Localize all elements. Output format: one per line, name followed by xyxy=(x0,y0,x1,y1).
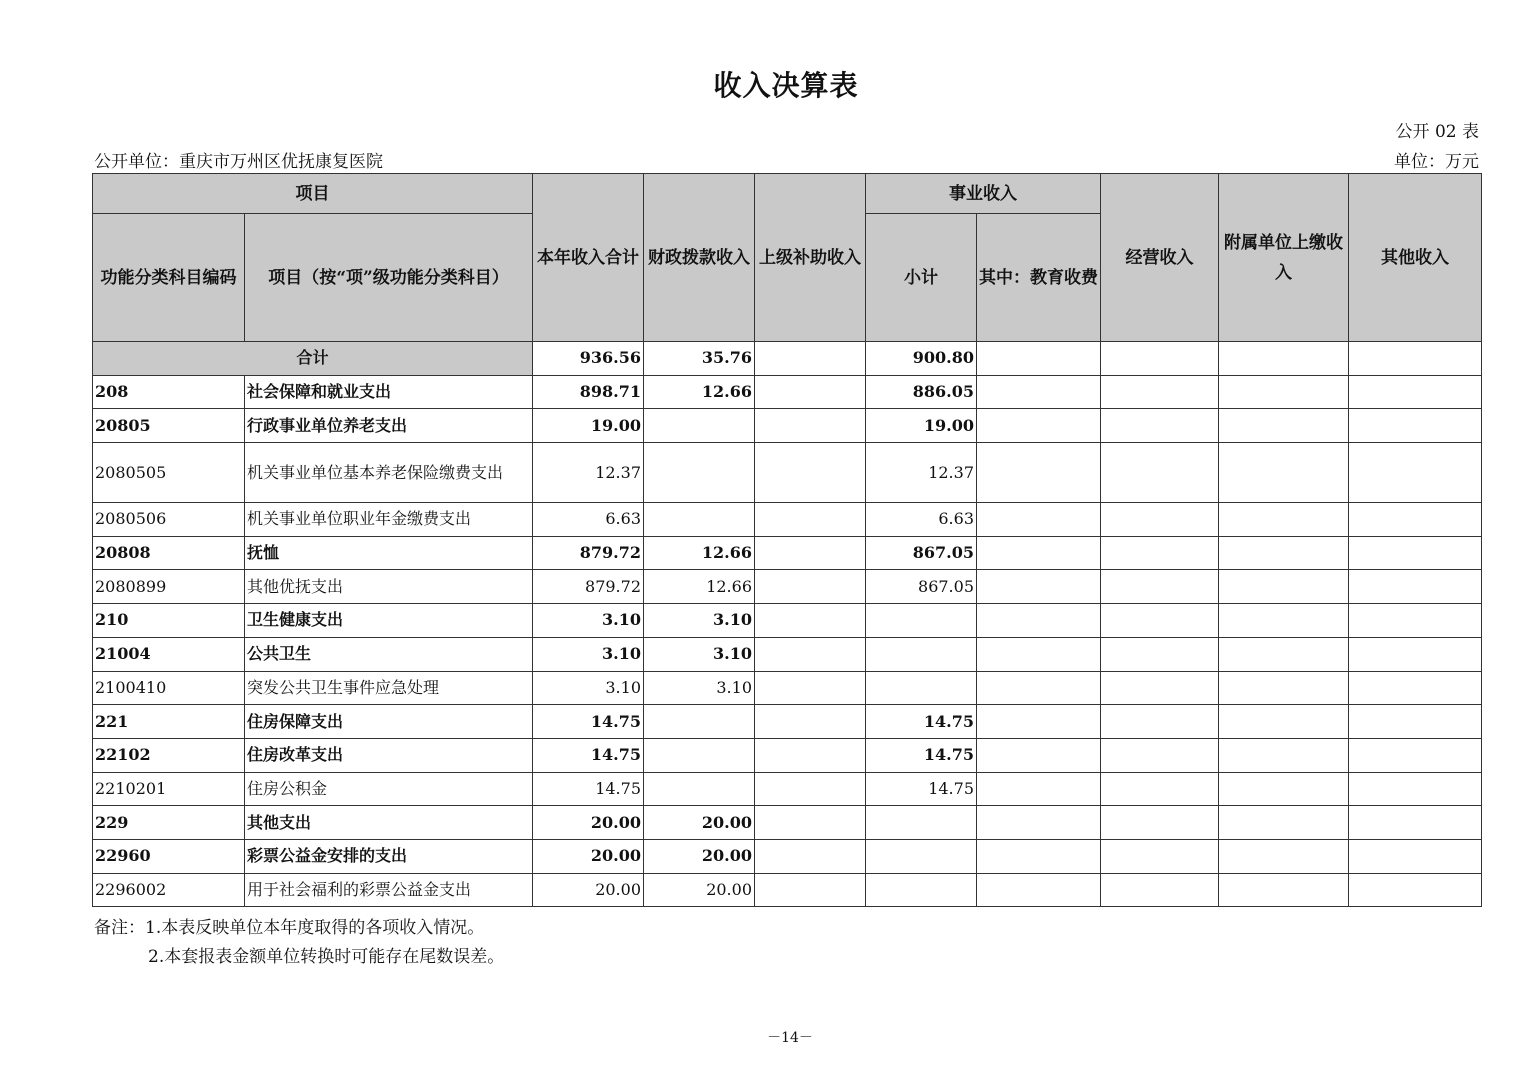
business-cell: 867.05 xyxy=(866,536,977,570)
header-fiscal: 财政拨款收入 xyxy=(644,174,755,342)
header-business: 事业收入 xyxy=(866,174,1101,214)
code-cell: 20805 xyxy=(93,409,245,443)
fiscal-cell: 12.66 xyxy=(644,375,755,409)
table-row xyxy=(93,671,1482,705)
total-cell: 879.72 xyxy=(533,570,644,604)
business-cell xyxy=(866,806,977,840)
total-business-cell: 900.80 xyxy=(866,342,977,376)
business-cell xyxy=(866,604,977,638)
item-cell: 住房保障支出 xyxy=(245,705,533,739)
fiscal-cell xyxy=(644,503,755,537)
page-title: 收入决算表 xyxy=(713,69,859,102)
business-cell: 14.75 xyxy=(866,705,977,739)
total-cell: 3.10 xyxy=(533,637,644,671)
table-number: 公开 02 表 xyxy=(1395,122,1479,142)
fiscal-cell xyxy=(644,443,755,503)
item-cell: 住房改革支出 xyxy=(245,738,533,772)
income-table xyxy=(92,173,1482,907)
table-row xyxy=(93,637,1482,671)
item-cell: 机关事业单位职业年金缴费支出 xyxy=(245,503,533,537)
total-cell: 20.00 xyxy=(533,839,644,873)
fiscal-cell xyxy=(644,409,755,443)
fiscal-cell: 3.10 xyxy=(644,671,755,705)
reporting-unit: 公开单位：重庆市万州区优抚康复医院 xyxy=(94,152,383,172)
business-cell xyxy=(866,671,977,705)
item-cell: 卫生健康支出 xyxy=(245,604,533,638)
business-cell: 867.05 xyxy=(866,570,977,604)
item-cell: 突发公共卫生事件应急处理 xyxy=(245,671,533,705)
table-row xyxy=(93,772,1482,806)
total-cell: 14.75 xyxy=(533,772,644,806)
total-cell: 879.72 xyxy=(533,536,644,570)
business-cell: 14.75 xyxy=(866,738,977,772)
code-cell: 2296002 xyxy=(93,873,245,907)
note-1: 备注：1.本表反映单位本年度取得的各项收入情况。 xyxy=(94,918,485,938)
header-other: 其他收入 xyxy=(1349,174,1482,342)
business-cell: 12.37 xyxy=(866,443,977,503)
code-cell: 22102 xyxy=(93,738,245,772)
total-fiscal-cell: 35.76 xyxy=(644,342,755,376)
code-cell: 2080506 xyxy=(93,503,245,537)
fiscal-cell: 12.66 xyxy=(644,536,755,570)
fiscal-cell: 3.10 xyxy=(644,604,755,638)
item-cell: 公共卫生 xyxy=(245,637,533,671)
total-cell: 20.00 xyxy=(533,873,644,907)
header-operating: 经营收入 xyxy=(1101,174,1219,342)
total-cell: 6.63 xyxy=(533,503,644,537)
item-cell: 机关事业单位基本养老保险缴费支出 xyxy=(245,443,533,503)
header-edu: 其中：教育收费 xyxy=(977,214,1101,342)
business-cell: 19.00 xyxy=(866,409,977,443)
total-label: 合计 xyxy=(93,342,533,376)
total-cell: 3.10 xyxy=(533,604,644,638)
header-superior: 上级补助收入 xyxy=(755,174,866,342)
code-cell: 221 xyxy=(93,705,245,739)
business-cell xyxy=(866,873,977,907)
page-number: －14－ xyxy=(767,1030,813,1046)
code-cell: 2210201 xyxy=(93,772,245,806)
fiscal-cell xyxy=(644,738,755,772)
fiscal-cell: 3.10 xyxy=(644,637,755,671)
table-row xyxy=(93,839,1482,873)
code-cell: 2080505 xyxy=(93,443,245,503)
item-cell: 其他优抚支出 xyxy=(245,570,533,604)
table-row xyxy=(93,806,1482,840)
fiscal-cell: 12.66 xyxy=(644,570,755,604)
business-cell: 886.05 xyxy=(866,375,977,409)
table-row xyxy=(93,503,1482,537)
table-row xyxy=(93,705,1482,739)
code-cell: 210 xyxy=(93,604,245,638)
table-row xyxy=(93,604,1482,638)
item-cell: 住房公积金 xyxy=(245,772,533,806)
item-cell: 行政事业单位养老支出 xyxy=(245,409,533,443)
total-cell: 14.75 xyxy=(533,738,644,772)
code-cell: 22960 xyxy=(93,839,245,873)
fiscal-cell: 20.00 xyxy=(644,839,755,873)
total-cell: 3.10 xyxy=(533,671,644,705)
header-item: 项目（按“项”级功能分类科目） xyxy=(245,214,533,342)
total-income-cell: 936.56 xyxy=(533,342,644,376)
table-row xyxy=(93,873,1482,907)
total-cell: 12.37 xyxy=(533,443,644,503)
code-cell: 20808 xyxy=(93,536,245,570)
total-cell: 20.00 xyxy=(533,806,644,840)
total-cell: 14.75 xyxy=(533,705,644,739)
header-total-income: 本年收入合计 xyxy=(533,174,644,342)
header-subtotal: 小计 xyxy=(866,214,977,342)
item-cell: 用于社会福利的彩票公益金支出 xyxy=(245,873,533,907)
code-cell: 229 xyxy=(93,806,245,840)
fiscal-cell xyxy=(644,705,755,739)
item-cell: 其他支出 xyxy=(245,806,533,840)
item-cell: 社会保障和就业支出 xyxy=(245,375,533,409)
total-cell: 898.71 xyxy=(533,375,644,409)
table-row xyxy=(93,570,1482,604)
code-cell: 208 xyxy=(93,375,245,409)
total-row xyxy=(93,342,1482,376)
fiscal-cell: 20.00 xyxy=(644,806,755,840)
table-row xyxy=(93,536,1482,570)
header-affiliated: 附属单位上缴收入 xyxy=(1219,174,1349,342)
business-cell: 6.63 xyxy=(866,503,977,537)
table-row xyxy=(93,375,1482,409)
money-unit: 单位：万元 xyxy=(1394,152,1479,172)
header-project: 项目 xyxy=(93,174,533,214)
header-code: 功能分类科目编码 xyxy=(93,214,245,342)
note-2: 2.本套报表金额单位转换时可能存在尾数误差。 xyxy=(148,947,505,967)
business-cell xyxy=(866,637,977,671)
code-cell: 2080899 xyxy=(93,570,245,604)
business-cell xyxy=(866,839,977,873)
table-row xyxy=(93,738,1482,772)
notes xyxy=(94,914,504,972)
table-row xyxy=(93,443,1482,503)
item-cell: 抚恤 xyxy=(245,536,533,570)
item-cell: 彩票公益金安排的支出 xyxy=(245,839,533,873)
fiscal-cell xyxy=(644,772,755,806)
code-cell: 21004 xyxy=(93,637,245,671)
table-row xyxy=(93,409,1482,443)
total-cell: 19.00 xyxy=(533,409,644,443)
business-cell: 14.75 xyxy=(866,772,977,806)
fiscal-cell: 20.00 xyxy=(644,873,755,907)
code-cell: 2100410 xyxy=(93,671,245,705)
